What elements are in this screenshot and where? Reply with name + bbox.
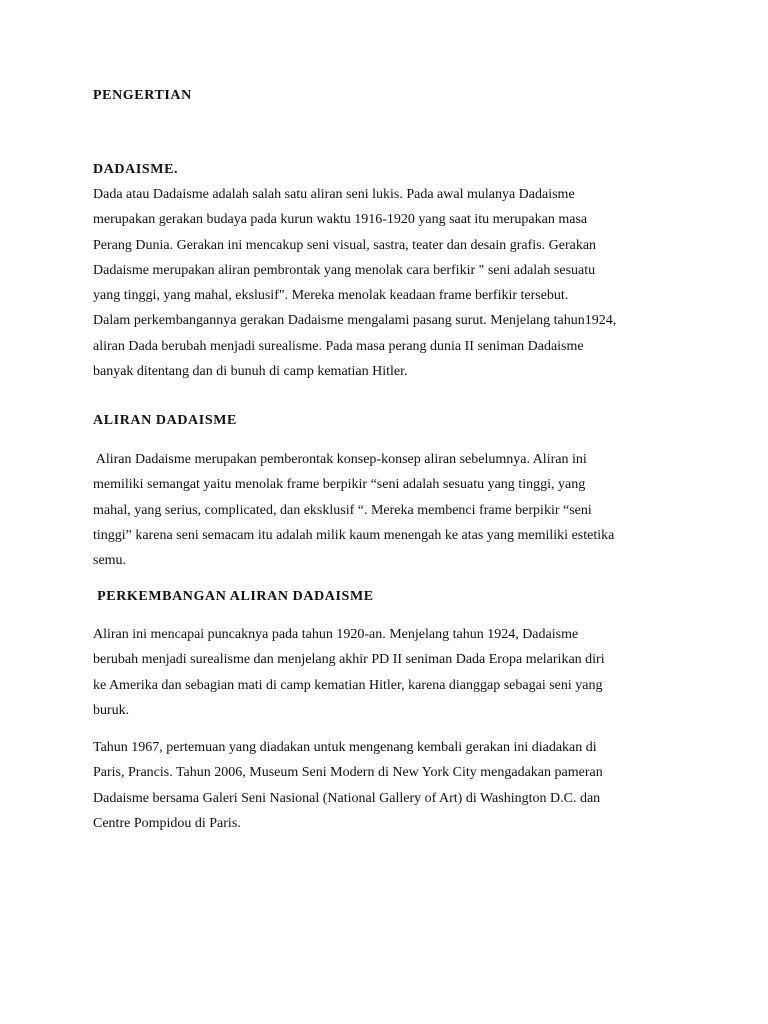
paragraph-line: Perang Dunia. Gerakan ini mencakup seni visual, sastra, teater dan desain grafis. Gerakan	[93, 237, 597, 253]
paragraph-line: merupakan gerakan budaya pada kurun waktu 1916-1920 yang saat itu merupakan masa	[93, 212, 588, 228]
paragraph-line: Tahun 1967, pertemuan yang diadakan untuk mengenang kembali gerakan ini diadakan di	[93, 740, 597, 755]
paragraph-line: Aliran ini mencapai puncaknya pada tahun 1920-an. Menjelang tahun 1924, Dadaisme	[93, 627, 579, 642]
paragraph-line: mahal, yang serius, complicated, dan eksklusif “. Mereka membenci frame berpikir “seni	[93, 502, 592, 518]
paragraph-line: aliran Dada berubah menjadi surealisme. Pada masa perang dunia II seniman Dadaisme	[93, 338, 584, 354]
section-heading-dadaisme: DADAISME.	[93, 162, 179, 177]
paragraph-line: tinggi” karena seni semacam itu adalah milik kaum menengah ke atas yang memiliki estetika	[93, 527, 615, 543]
paragraph-line: Dadaisme merupakan aliran pembrontak yang menolak cara berfikir " seni adalah sesuatu	[93, 262, 596, 278]
paragraph-line: Paris, Prancis. Tahun 2006, Museum Seni Modern di New York City mengadakan pameran	[93, 765, 603, 781]
paragraph-line: semu.	[93, 553, 127, 569]
section-paragraph-perkembangan-1	[93, 622, 683, 723]
section-paragraph-aliran-dadaisme	[93, 447, 683, 573]
paragraph-line: memiliki semangat yaitu menolak frame berpikir “seni adalah sesuatu yang tinggi, yang	[93, 477, 586, 493]
paragraph-line: banyak ditentang dan di bunuh di camp kematian Hitler.	[93, 364, 408, 380]
paragraph-line: Dalam perkembangannya gerakan Dadaisme mengalami pasang surut. Menjelang tahun1924,	[93, 313, 617, 329]
paragraph-line: ke Amerika dan sebagian mati di camp kematian Hitler, karena dianggap sebagai seni yang	[93, 677, 603, 693]
paragraph-line: Dada atau Dadaisme adalah salah satu aliran seni lukis. Pada awal mulanya Dadaisme	[93, 187, 575, 202]
section-paragraph-dadaisme	[93, 182, 683, 384]
paragraph-line: berubah menjadi surealisme dan menjelang akhir PD II seniman Dada Eropa melarikan diri	[93, 652, 605, 668]
section-heading-perkembangan: PERKEMBANGAN ALIRAN DADAISME	[93, 589, 374, 604]
section-heading-aliran-dadaisme: ALIRAN DADAISME	[93, 413, 237, 428]
paragraph-line: buruk.	[93, 702, 130, 718]
paragraph-line: Dadaisme bersama Galeri Seni Nasional (National Gallery of Art) di Washington D.C. dan	[93, 790, 601, 806]
paragraph-line: yang tinggi, yang mahal, ekslusif". Mereka menolak keadaan frame berfikir tersebut.	[93, 288, 569, 304]
section-paragraph-perkembangan-2	[93, 735, 683, 836]
paragraph-line: Aliran Dadaisme merupakan pemberontak konsep-konsep aliran sebelumnya. Aliran ini	[93, 452, 587, 467]
paragraph-line: Centre Pompidou di Paris.	[93, 815, 241, 831]
document-title: PENGERTIAN	[93, 88, 192, 103]
